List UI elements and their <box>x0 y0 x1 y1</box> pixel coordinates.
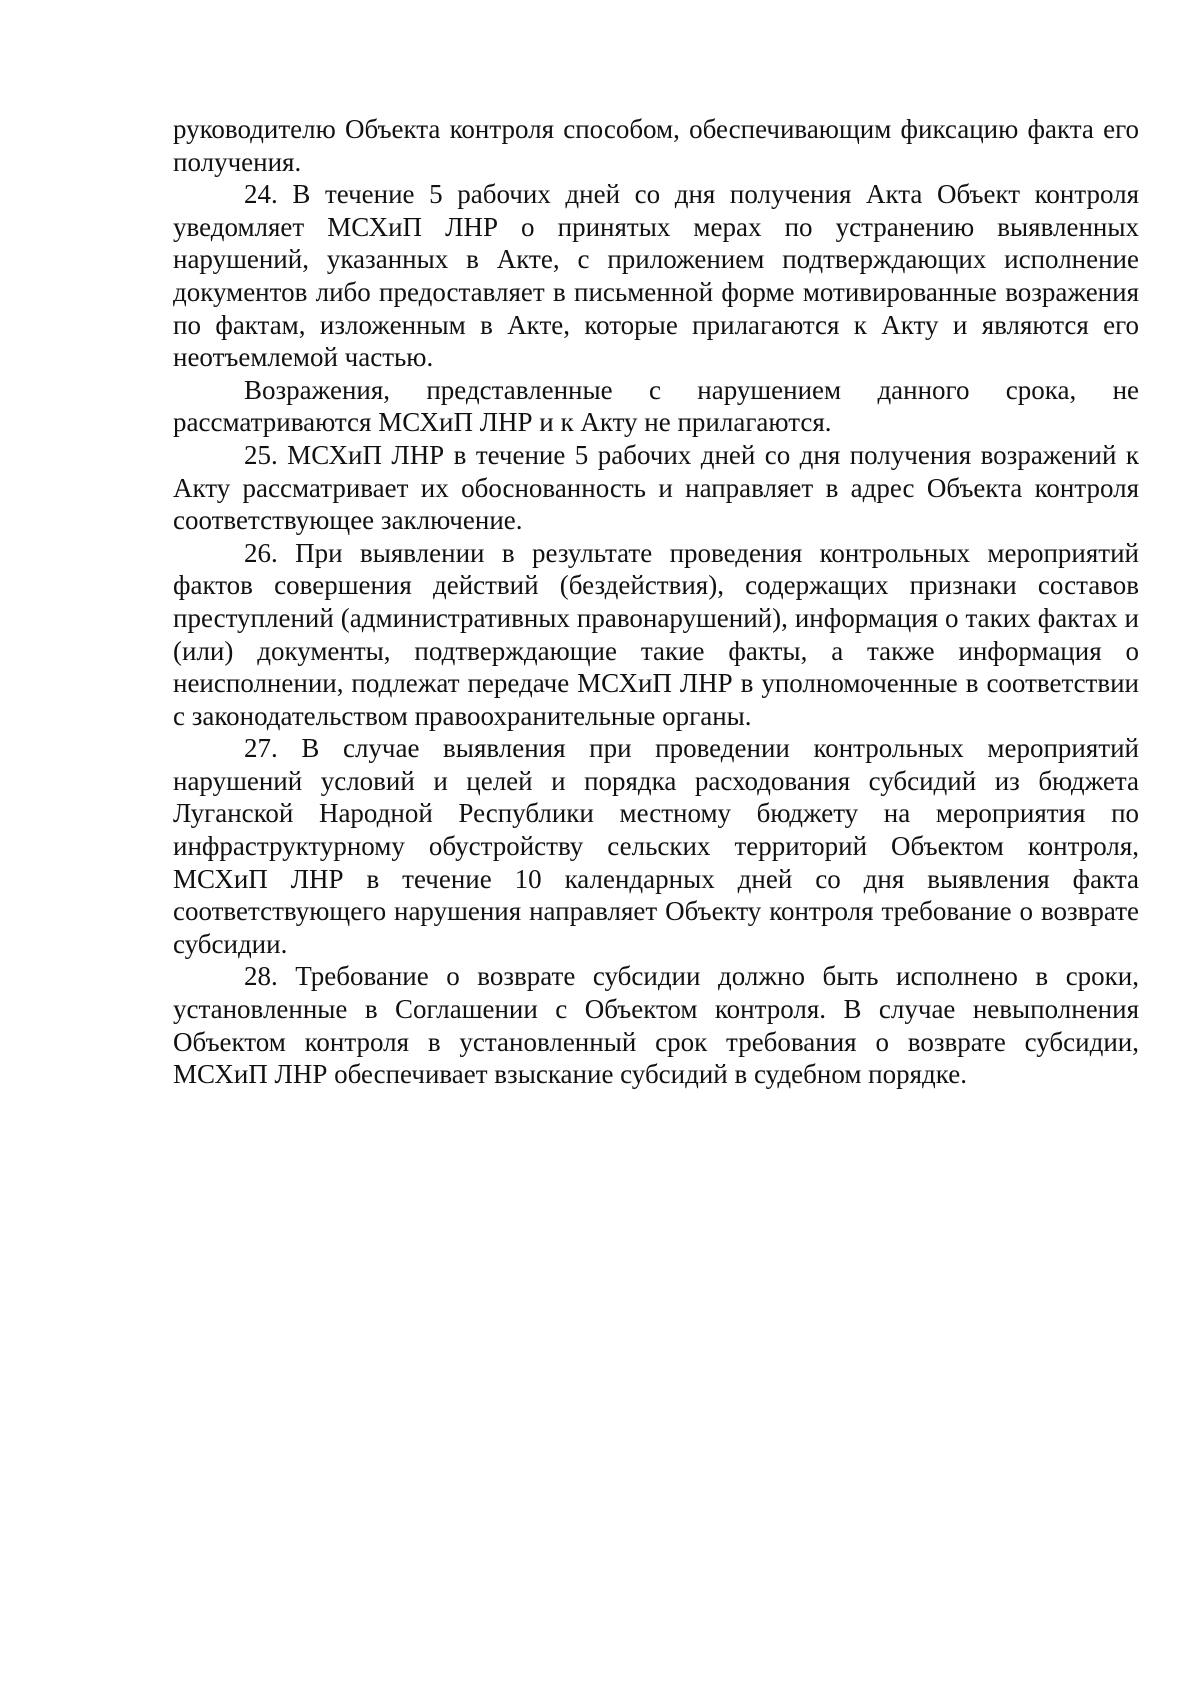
text-line: по инфраструктурному обустройству сельских территорий Объектом контроля, <box>173 798 1140 862</box>
paragraph-continuation <box>173 113 1139 178</box>
document-body <box>173 113 1139 1091</box>
paragraph-24 <box>173 178 1139 374</box>
text-line: 25. МСХиП ЛНР в течение 5 рабочих дней со дня получения возражений <box>244 439 1117 470</box>
text-line: о возврате субсидии. <box>173 896 1139 959</box>
text-line: в соответствии с законодательством правоохранительные органы. <box>173 668 1140 731</box>
text-line: возражения по фактам, изложенным в Акте, которые прилагаются к Акту <box>173 276 1140 340</box>
paragraph-25 <box>173 439 1139 537</box>
text-line: к Акту рассматривает их обоснованность и направляет в адрес Объекта <box>173 439 1139 503</box>
text-line: нарушений, указанных в Акте, с приложением подтверждающих исполнение <box>173 244 1139 275</box>
text-line: его получения. <box>173 114 1139 177</box>
text-line: фактов совершения действий (бездействия), содержащих признаки составов <box>173 570 1139 601</box>
text-line: и являются его неотъемлемой частью. <box>173 309 1139 373</box>
paragraph-26 <box>173 537 1139 733</box>
text-line: Луганской Народной Республики местному бюджету на мероприятия <box>173 798 1086 829</box>
text-line: МСХиП ЛНР в течение 10 календарных дней со дня выявления факта <box>173 863 1139 894</box>
text-line: документов либо предоставляет в письменной форме мотивированные <box>173 276 997 307</box>
text-line: руководителю Объекта контроля способом, обеспечивающим фиксацию факта <box>173 114 1094 144</box>
text-line: Объектом контроля в установленный срок требования о возврате субсидии, <box>173 1026 1139 1057</box>
paragraph-27 <box>173 732 1139 960</box>
paragraph-objections <box>173 374 1139 439</box>
text-line: 26. При выявлении в результате проведения контрольных мероприятий <box>244 537 1139 568</box>
text-line: нарушений условий и целей и порядка расходования субсидий из бюджета <box>173 765 1139 796</box>
text-line: 27. В случае выявления при проведении контрольных мероприятий <box>244 733 1139 764</box>
text-line: соответствующего нарушения направляет Объекту контроля требование <box>173 896 1012 927</box>
text-line: контроля соответствующее заключение. <box>173 472 1140 536</box>
text-line: установленные в Соглашении с Объектом контроля. В случае невыполнения <box>173 994 1139 1025</box>
text-line: 24. В течение 5 рабочих дней со дня получения Акта Объект контроля <box>244 179 1139 210</box>
paragraph-28 <box>173 960 1139 1090</box>
text-line: фактах и (или) документы, подтверждающие такие факты, а также информация <box>173 602 1139 666</box>
text-line: преступлений (административных правонарушений), информация о таких <box>173 602 1031 633</box>
text-line: уведомляет МСХиП ЛНР о принятых мерах по устранению выявленных <box>173 211 1139 242</box>
text-line: МСХиП ЛНР обеспечивает взыскание субсидий в судебном порядке. <box>173 1059 967 1090</box>
text-line: Возражения, представленные с нарушением данного срока, <box>244 374 1077 405</box>
text-line: не рассматриваются МСХиП ЛНР и к Акту не прилагаются. <box>173 374 1140 438</box>
text-line: 28. Требование о возврате субсидии должно быть исполнено в сроки, <box>244 961 1139 992</box>
text-line: о неисполнении, подлежат передаче МСХиП ЛНР в уполномоченные <box>173 635 1139 699</box>
